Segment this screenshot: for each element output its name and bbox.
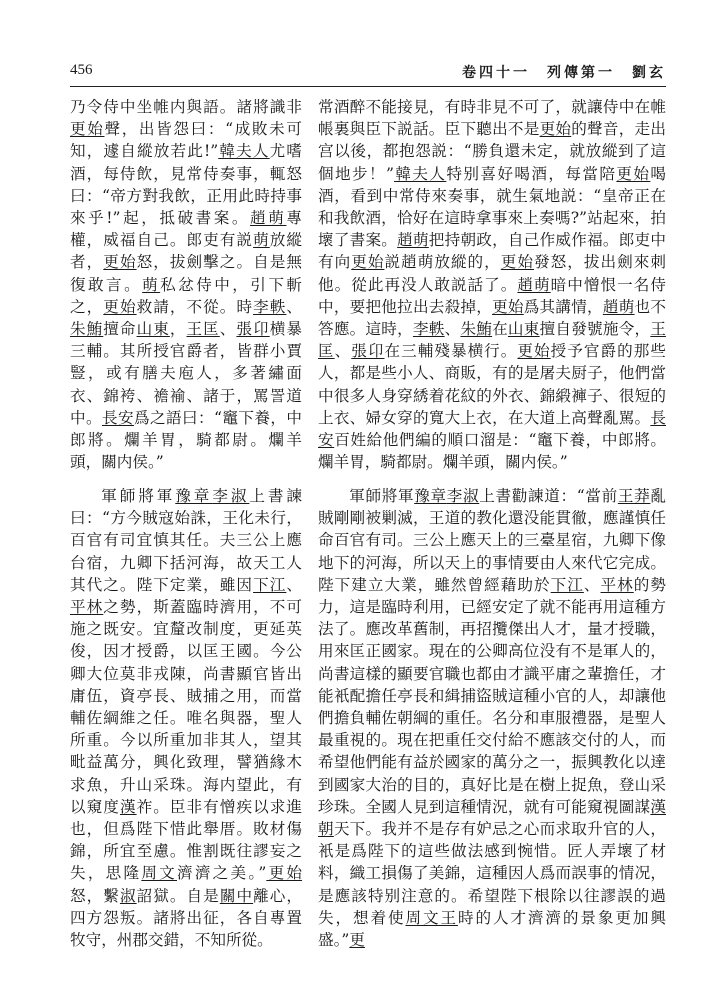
text-run: 説趙萌放縱的， [384, 253, 501, 272]
text-run: 擅自發號施令， [539, 320, 651, 339]
proper-noun: 王莽 [617, 487, 651, 505]
text-run: 特别喜好喝酒，每當陪 [446, 164, 617, 183]
proper-noun: 更始 [616, 164, 651, 183]
text-run: 聲，出皆怨曰：“成敗未可知，遽自縱放若此!” [70, 120, 302, 161]
proper-noun: 平林 [70, 598, 104, 617]
proper-noun: 李淑 [446, 487, 480, 505]
right-column-paragraph-2 [318, 485, 666, 951]
text-run: 、 [444, 320, 461, 339]
proper-noun: 更始 [70, 120, 105, 139]
running-head: 卷四十一 列傳第一 劉玄 [462, 65, 666, 81]
proper-noun: 王匡 [318, 320, 666, 361]
text-run: 天下。我并不是存有妒忌之心而求取升官的人，衹是爲陛下的這些做法感到惋惜。匠人弄壞了材料，織工損傷了美錦，這種因人爲而誤事的情况，是應該特别注意的。希望陛下根除以往謬誤的過失，想着使 [318, 820, 666, 927]
proper-noun: 更始 [103, 253, 137, 272]
text-run: 的勢力，這是臨時利用，已經安定了就不能再用這種方法了。應改革舊制，再招攬傑出人才，量才授職，用來匡正國家。現在的公卿高位没有不是軍人的，尚書這樣的顯要官職也都由才識平庸之輩擔任，才能衹配擔任亭長和緝捕盜賊這種小官的人，却讓他們擔負輔佐朝綱的重任。名分和車服禮器，是聖人最重視的。現在把重任交付給不應該交付的人，而希望他們能有益於國家的萬分之一，振興教化以達到國家大治的目的，真好比是在樹上捉魚，登山采珍珠。全國人見到這種情況，就有可能窺視圖謀 [318, 575, 666, 816]
text-run: 乃令侍中坐帷内與語。諸將識非 [70, 98, 302, 116]
proper-noun: 李軼 [412, 320, 445, 339]
proper-noun: 漢朝 [318, 797, 666, 839]
translation-paragraph [318, 485, 666, 951]
proper-noun: 萌 [253, 231, 270, 250]
left-column-paragraph-2 [70, 485, 302, 951]
text-run: 之勢，斯蓋臨時濟用，不可施之既安。宜釐改制度，更延英俊，因才授爵，以匡王國。今公卿大位莫非戎陳，尚書顯官皆出庸伍，資亭長、賊捕之用，而當輔佐綱維之任。唯名與器，聖人所重。今以所重加非其人，望其毗益萬分，興化致理，譬猶緣木求魚，升山采珠。海内望此，有以窺度 [70, 598, 302, 816]
proper-noun: 長安 [318, 408, 666, 450]
proper-noun: 韓夫人 [393, 164, 447, 183]
proper-noun: 漢 [119, 797, 137, 816]
text-run: 暗中憎恨一名侍中，要把他拉出去殺掉， [318, 275, 666, 316]
text-run: 離心，四方怨叛。諸將出征，各自專置牧守，州郡交錯，不知所從。 [70, 886, 302, 950]
proper-noun: 豫章 [414, 487, 447, 505]
text-run: 救請，不從。時 [136, 297, 254, 316]
proper-noun: 朱鮪 [70, 320, 104, 339]
proper-noun: 淑 [119, 886, 137, 905]
text-run: 軍師將軍 [349, 487, 415, 505]
proper-noun: 豫章 [175, 487, 213, 505]
text-run: 尤嗜酒，每侍飲，見常侍奏事，輒怒曰：“帝方對我飲，正用此時持事來乎!”起，抵破書案。 [70, 142, 302, 228]
text-run: 也不答應。這時， [318, 297, 666, 339]
proper-noun: 更始 [517, 342, 551, 361]
text-run: 在三輔殘暴横行。 [384, 342, 518, 361]
text-run: 詔獄。自是 [136, 886, 220, 905]
proper-noun: 更始 [103, 297, 137, 316]
proper-noun: 山東 [136, 320, 170, 339]
text-run: 、 [286, 575, 302, 594]
text-run: 擅命 [103, 320, 137, 339]
text-run: 把持朝政，自己作威作福。郎吏中有向 [318, 231, 666, 272]
text-run: 上書諫曰：“方今賊寇始誅，王化未行，百官有司宜慎其任。夫三公上應台宿，九卿下括河海，故天工人其代之。陛下定業，雖因 [70, 487, 302, 594]
text-run: 祚。臣非有憎疾以求進也，但爲陛下惜此舉厝。敗材傷錦，所宜至慮。惟割既往謬妄之失，思隆 [70, 797, 302, 883]
translation-paragraph [318, 96, 666, 473]
text-run: 、 [286, 297, 302, 316]
classical-text-paragraph [70, 485, 302, 951]
proper-noun: 趙萌 [397, 231, 429, 250]
proper-noun: 周文 [141, 864, 177, 883]
proper-noun: 張卬 [236, 320, 270, 339]
text-run: 、 [583, 575, 601, 594]
text-run: 的聲音，走出宫以後，都抱怨説：“勝負還未定，就放縱到了這個地步！” [318, 120, 666, 183]
text-run: 常酒醉不能接見，有時非見不可了，就讓侍中在帷帳裏與臣下説話。臣下聽出不是 [318, 98, 666, 139]
proper-noun: 更 [349, 931, 365, 950]
proper-noun: 朱鮪 [460, 320, 493, 339]
proper-noun: 王匡 [186, 320, 220, 339]
proper-noun: 更始 [539, 120, 572, 139]
text-run: 濟濟之美。” [177, 864, 267, 883]
proper-noun: 更始 [500, 253, 535, 272]
text-run: 亂賊剛剛被剿滅，王道的教化還没能貫徹，應謹慎任命百官有司。三公上應天上的三臺星宿，九卿下像地下的河海，所以天上的事情要由人來代它完成。陛下建立大業，雖然曾經藉助於 [318, 487, 666, 594]
text-run: 軍師將軍 [101, 487, 176, 505]
header-rule [70, 86, 666, 87]
proper-noun: 更始 [492, 297, 524, 316]
text-run: 怒，繫 [70, 886, 120, 905]
proper-noun: 韓夫人 [218, 142, 270, 161]
text-run: 怒，拔劍擊之。自是無復敢言。 [70, 253, 302, 294]
text-run: 、 [219, 320, 237, 339]
classical-text-paragraph [70, 96, 302, 473]
proper-noun: 關中 [219, 886, 254, 905]
proper-noun: 萌 [142, 275, 161, 294]
text-run: 發怒，拔出劍來刺他。從此再没人敢説話了。 [318, 253, 666, 294]
text-run: 爲之語曰：“竈下養，中郎將。爛羊胃，騎都尉。爛羊頭，關内侯。” [70, 408, 302, 472]
page-number: 456 [70, 62, 93, 78]
text-run: 授予官爵的那些人，都是些小人、商販，有的是屠夫厨子，他們當中很多人身穿綉着花紋的外衣、錦緞褲子、很短的上衣、婦女穿的寬大上衣，在大道上高聲亂駡。 [318, 342, 666, 427]
proper-noun: 周文王 [405, 908, 458, 927]
page-header [70, 62, 666, 84]
right-column-paragraph-1 [318, 96, 666, 473]
text-run: 在 [492, 320, 508, 339]
text-run: 放縱者， [70, 231, 302, 272]
proper-noun: 趙萌 [250, 209, 287, 228]
proper-noun: 趙萌 [517, 275, 551, 294]
text-run: 上書勸諫道：“當前 [479, 487, 618, 505]
text-run: 私忿侍中，引下斬之， [70, 275, 302, 316]
proper-noun: 李淑 [212, 487, 250, 505]
text-run: 時的人才濟濟的景象更加興盛。” [318, 908, 666, 950]
proper-noun: 趙萌 [602, 297, 635, 316]
text-run: 百姓給他們編的順口溜是：“竈下養，中郎將。爛羊胃，騎都尉。爛羊頭，關内侯。” [318, 431, 666, 472]
text-run: 横暴三輔。其所授官爵者，皆群小賈豎，或有膳夫庖人，多著繡面衣、錦袴、襜褕、諸于，罵詈道中。 [70, 320, 302, 427]
proper-noun: 更始 [266, 864, 302, 883]
proper-noun: 山東 [507, 320, 540, 339]
proper-noun: 下江 [550, 575, 584, 594]
text-run: 專權，威福自己。郎吏有説 [70, 209, 302, 250]
left-column-paragraph-1 [70, 96, 302, 473]
proper-noun: 長安 [102, 408, 134, 427]
proper-noun: 張卬 [351, 342, 385, 361]
proper-noun: 平林 [600, 575, 634, 594]
text-run: 、 [334, 342, 352, 361]
text-run: ， [169, 320, 187, 339]
proper-noun: 李軼 [253, 297, 287, 316]
text-run: 爲其講情， [523, 297, 603, 316]
proper-noun: 更始 [351, 253, 385, 272]
text-run: 喝酒，看到中常侍來奏事，就生氣地説：“皇帝正在和我飲酒，恰好在這時拿事來上奏嗎?”站起來，拍壞了書案。 [318, 164, 666, 250]
proper-noun: 下江 [253, 575, 287, 594]
